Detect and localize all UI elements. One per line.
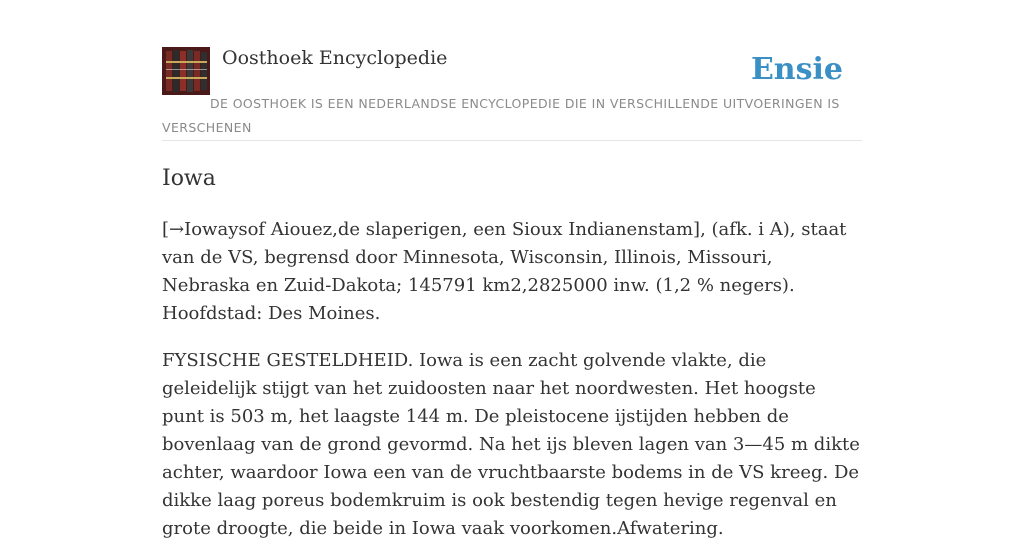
- article-paragraph-physical: FYSISCHE GESTELDHEID. Iowa is een zacht golvende vlakte, die geleidelijk stijgt van het zuidoosten naar het noordwesten. Het hoogste punt is 503 m, het laagste 144 m. De pleistocene ijstijden hebben de bovenlaag van de grond gevormd. Na het ijs bleven lagen van 3—45 m dikte achter, waardoor Iowa een van de vruchtbaarste bodems in de VS kreeg. De dikke laag poreus bodemkruim is ook bestendig tegen hevige regenval en grote droogte, die beide in Iowa vaak voorkomen.Afwatering.: [162, 350, 860, 539]
- article: [162, 160, 862, 543]
- encyclopedia-books-icon[interactable]: [162, 47, 210, 95]
- site-title[interactable]: Oosthoek Encyclopedie: [222, 47, 448, 69]
- brand-logo-text[interactable]: Ensie: [750, 52, 843, 87]
- article-paragraph-intro: [→Iowaysof Aiouez,de slaperigen, een Sioux Indianenstam], (afk. i A), staat van de VS, begrensd door Minnesota, Wisconsin, Illinois, Missouri, Nebraska en Zuid-Dakota; 145791 km2,2825000 inw. (1,2 % negers). Hoofdstad: Des Moines.: [162, 219, 847, 324]
- article-title: Iowa: [162, 166, 216, 191]
- site-tagline: DE OOSTHOEK IS EEN NEDERLANDSE ENCYCLOPEDIE DIE IN VERSCHILLENDE UITVOERINGEN IS VERSCHENEN: [162, 96, 840, 135]
- site-header: [162, 46, 862, 141]
